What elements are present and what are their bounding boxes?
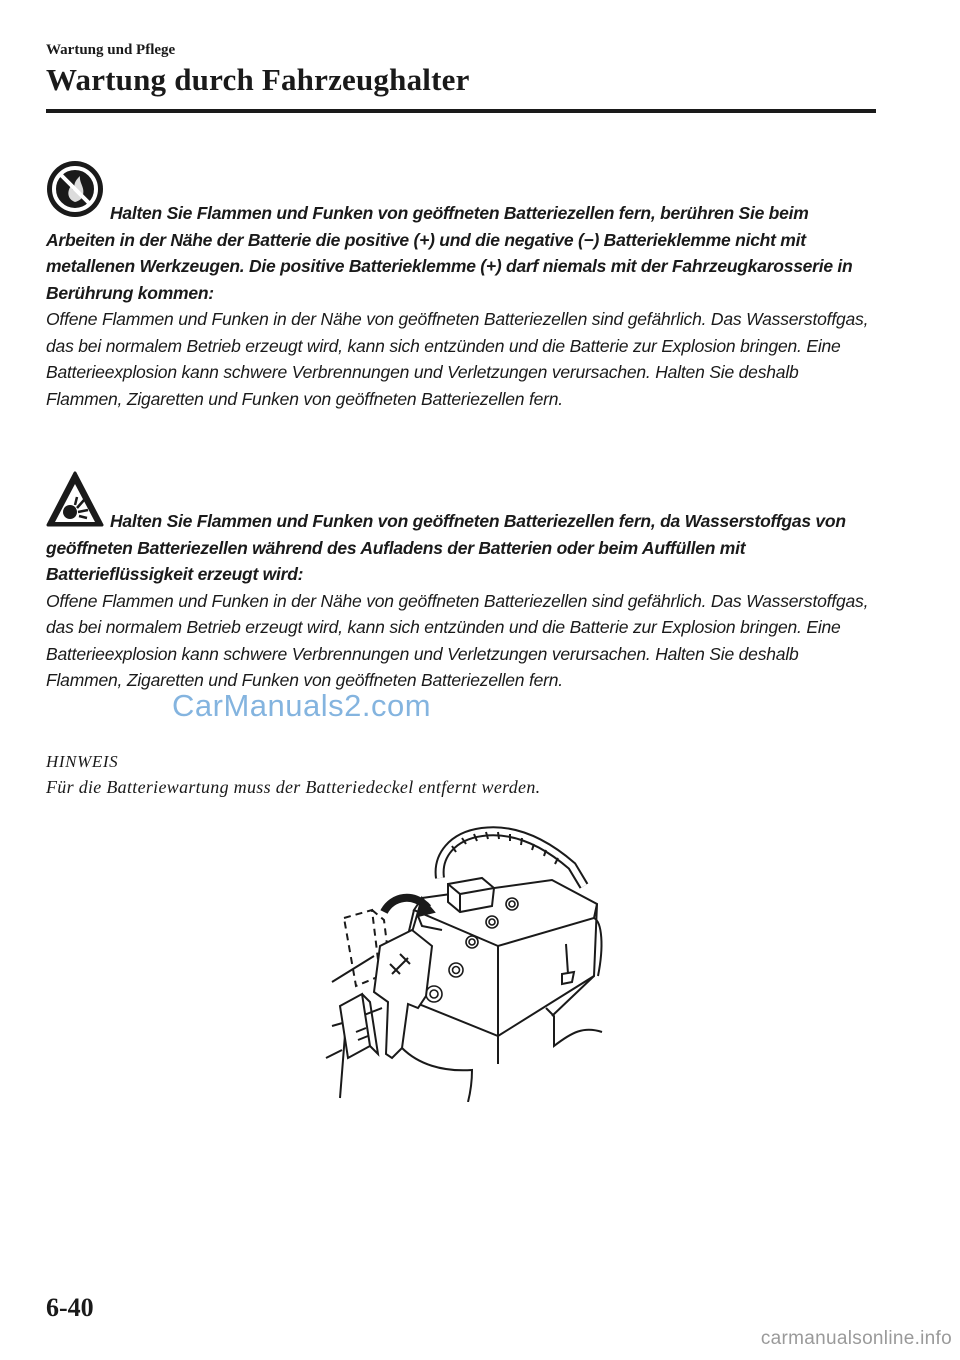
section-label: Wartung und Pflege bbox=[46, 42, 176, 58]
watermark-top: CarManuals2.com bbox=[172, 688, 432, 723]
warning-block-flames bbox=[46, 158, 876, 412]
page-number: 6-40 bbox=[46, 1293, 94, 1322]
warning-body: Offene Flammen und Funken in der Nähe von geöffneten Batteriezellen sind gefährlich. Das Wasserstoffgas, das bei normalem Betrieb erzeugt wird, kann sich entzünden und die Batterie zur Explosion bringen. Eine Batterieexplosion kann schwere Verbrennungen und Verletzungen verursachen. Halten Sie deshalb Flammen, Zigaretten und Funken von geöffneten Batteriezellen fern. bbox=[46, 309, 869, 409]
note-block bbox=[46, 750, 876, 800]
warning-heading: Halten Sie Flammen und Funken von geöffneten Batteriezellen fern, da Wasserstoffgas von geöffneten Batteriezellen während des Aufladens der Batterien oder beim Auffüllen mit Batterieflüssigkeit erzeugt wird: bbox=[46, 511, 846, 584]
title-rule bbox=[46, 109, 876, 113]
note-label: HINWEIS bbox=[46, 752, 119, 771]
no-flame-icon bbox=[46, 158, 104, 225]
note-text: Für die Batteriewartung muss der Batteriedeckel entfernt werden. bbox=[46, 777, 541, 797]
warning-block-hydrogen bbox=[46, 470, 876, 694]
warning-heading: Halten Sie Flammen und Funken von geöffneten Batteriezellen fern, berühren Sie beim Arbeiten in der Nähe der Batterie die positive (+) und die negative (−) Batterieklemme nicht mit metallenen Werkzeugen. Die positive Batterieklemme (+) darf niemals mit der Fahrzeugkarosserie in Berührung kommen: bbox=[46, 203, 853, 303]
warning-body: Offene Flammen und Funken in der Nähe von geöffneten Batteriezellen sind gefährlich. Das Wasserstoffgas, das bei normalem Betrieb erzeugt wird, kann sich entzünden und die Batterie zur Explosion bringen. Eine Batterieexplosion kann schwere Verbrennungen und Verletzungen verursachen. Halten Sie deshalb Flammen, Zigaretten und Funken von geöffneten Batteriezellen fern. bbox=[46, 590, 869, 690]
page-title: Wartung durch Fahrzeughalter bbox=[46, 62, 470, 97]
battery-cover-illustration bbox=[322, 826, 604, 1102]
watermark-bottom: carmanualsonline.info bbox=[760, 1328, 952, 1349]
explosion-warning-icon bbox=[46, 470, 104, 533]
